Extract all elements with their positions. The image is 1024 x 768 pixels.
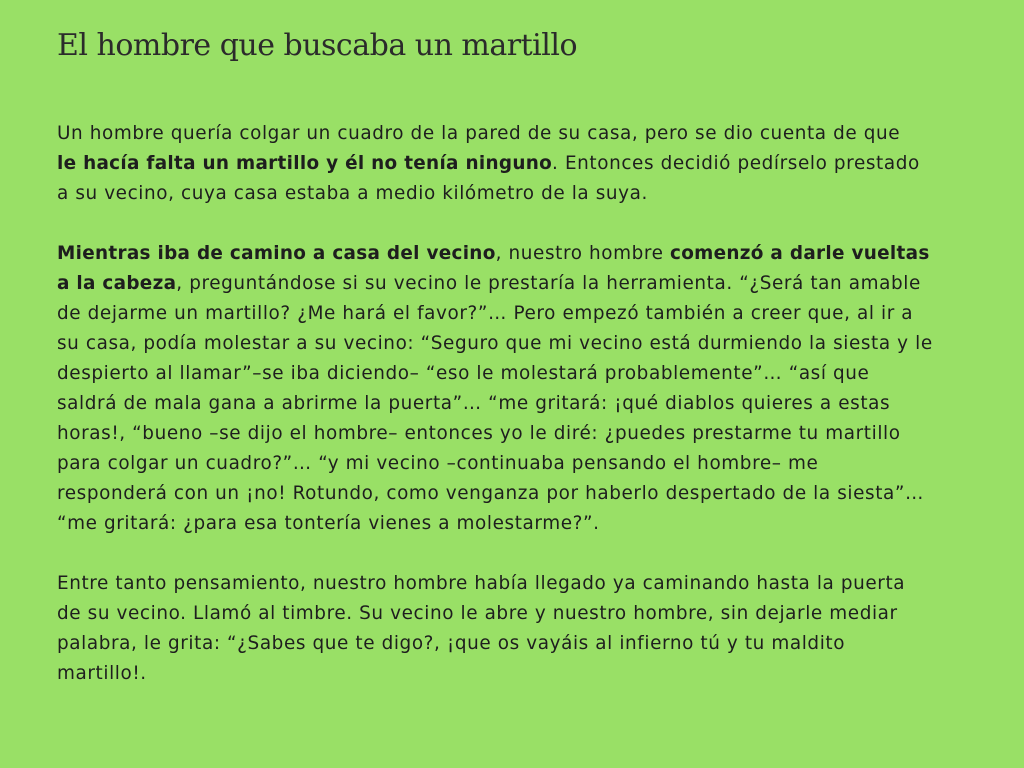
text-line xyxy=(57,629,987,659)
text-run: “me gritará: ¿para esa tontería vienes a molestarme?”. xyxy=(57,513,600,534)
text-run: , nuestro hombre xyxy=(495,243,671,264)
story-paragraph-2 xyxy=(57,239,987,539)
story-paragraph-1 xyxy=(57,119,987,209)
text-line xyxy=(57,449,987,479)
text-run: , preguntándose si su vecino le prestaría la herramienta. “¿Será tan amable xyxy=(176,273,921,294)
text-line xyxy=(57,149,987,179)
text-line xyxy=(57,509,987,539)
text-run: a su vecino, cuya casa estaba a medio kilómetro de la suya. xyxy=(57,183,648,204)
text-line xyxy=(57,119,987,149)
text-line xyxy=(57,599,987,629)
text-line xyxy=(57,419,987,449)
text-line xyxy=(57,329,987,359)
page-title: El hombre que buscaba un martillo xyxy=(57,28,577,63)
text-run: Un hombre quería colgar un cuadro de la pared de su casa, pero se dio cuenta de que xyxy=(57,123,901,144)
bold-text: a la cabeza xyxy=(57,273,177,294)
text-line xyxy=(57,239,987,269)
text-run: de dejarme un martillo? ¿Me hará el favor?”… Pero empezó también a creer que, al ir a xyxy=(57,303,914,324)
text-line xyxy=(57,569,987,599)
text-run: para colgar un cuadro?”… “y mi vecino –continuaba pensando el hombre– me xyxy=(57,453,819,474)
text-run: Entre tanto pensamiento, nuestro hombre había llegado ya caminando hasta la puerta xyxy=(57,573,906,594)
bold-text: comenzó a darle vueltas xyxy=(670,243,930,264)
text-line xyxy=(57,299,987,329)
text-line xyxy=(57,269,987,299)
text-line xyxy=(57,479,987,509)
text-run: su casa, podía molestar a su vecino: “Seguro que mi vecino está durmiendo la siesta y le xyxy=(57,333,933,354)
text-run: despierto al llamar”–se iba diciendo– “eso le molestará probablemente”… “así que xyxy=(57,363,870,384)
text-run: . Entonces decidió pedírselo prestado xyxy=(552,153,920,174)
text-run: martillo!. xyxy=(57,663,147,684)
text-run: palabra, le grita: “¿Sabes que te digo?, ¡que os vayáis al infierno tú y tu maldito xyxy=(57,633,846,654)
bold-text: Mientras iba de camino a casa del vecino xyxy=(57,243,496,264)
text-line xyxy=(57,359,987,389)
text-run: de su vecino. Llamó al timbre. Su vecino le abre y nuestro hombre, sin dejarle mediar xyxy=(57,603,898,624)
text-line xyxy=(57,659,987,689)
bold-text: le hacía falta un martillo y él no tenía ninguno xyxy=(57,153,553,174)
text-line xyxy=(57,389,987,419)
text-run: saldrá de mala gana a abrirme la puerta”… “me gritará: ¡qué diablos quieres a estas xyxy=(57,393,891,414)
text-line xyxy=(57,179,987,209)
text-run: horas!, “bueno –se dijo el hombre– entonces yo le diré: ¿puedes prestarme tu martillo xyxy=(57,423,901,444)
text-run: responderá con un ¡no! Rotundo, como venganza por haberlo despertado de la siesta”… xyxy=(57,483,924,504)
story-paragraph-3 xyxy=(57,569,987,689)
